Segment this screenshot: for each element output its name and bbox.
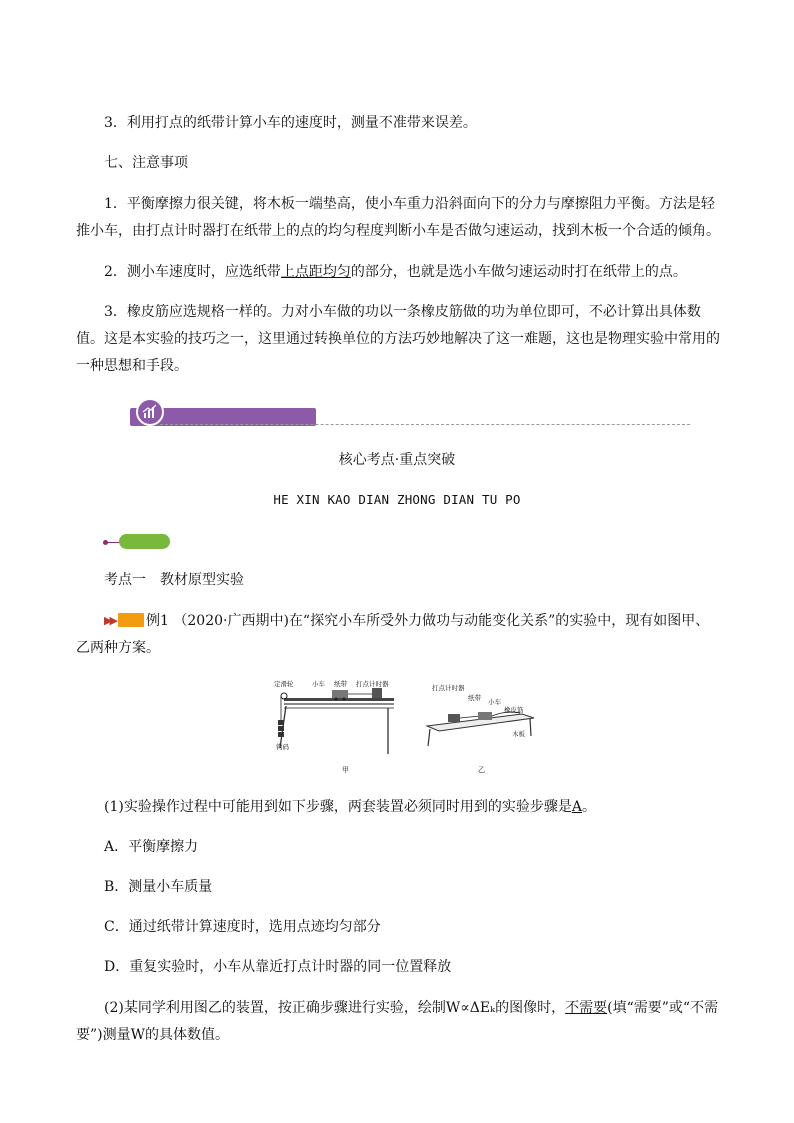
kaodian-heading: 考点一 教材原型实验: [104, 572, 244, 588]
notes-item-2-answer: 上点距均匀: [280, 264, 351, 280]
option-c: C．通过纸带计算速度时，选用点迹均匀部分: [104, 919, 381, 935]
yi-caption: 乙: [478, 766, 485, 774]
figure-jia: [274, 679, 394, 774]
question-2-end: (填“需要”或“不需要”)测量W的具体数值。: [76, 1000, 719, 1043]
question-1-text: (1)实验操作过程中可能用到如下步骤，两套装置必须同时用到的实验步骤是: [104, 799, 572, 815]
section-title: 核心考点·重点突破: [338, 452, 456, 468]
yi-label-band: 橡皮筋: [504, 706, 524, 714]
jia-label-weight: 钩码: [276, 743, 289, 751]
section-pinyin: HE XIN KAO DIAN ZHONG DIAN TU PO: [273, 492, 521, 507]
intro-item-3: 3．利用打点的纸带计算小车的速度时，测量不准带来误差。: [104, 115, 477, 131]
jia-track: [284, 698, 394, 701]
question-2: [76, 995, 720, 1049]
notes-item-2-pre: 2．测小车速度时，应选纸带: [104, 264, 281, 280]
example-label: 例1: [146, 613, 169, 629]
yi-label-car: 小车: [488, 698, 501, 706]
section-divider: [160, 424, 690, 425]
option-a: A．平衡摩擦力: [104, 839, 199, 855]
jia-car: [332, 690, 348, 698]
question-2-formula: W∝ΔEₖ: [445, 1000, 496, 1016]
notes-heading: 七、注意事项: [104, 155, 188, 171]
jia-label-timer: 打点计时器: [356, 680, 389, 688]
yi-car: [478, 712, 492, 720]
chart-icon: [136, 398, 164, 426]
jia-label-pulley: 定滑轮: [274, 680, 294, 688]
experiment-figure: [272, 676, 542, 776]
yi-label-tape: 纸带: [468, 694, 481, 702]
double-arrow-icon: ▶▶: [104, 614, 115, 627]
jia-timer: [372, 688, 382, 698]
question-1: [76, 794, 720, 821]
option-b: B．测量小车质量: [104, 879, 213, 895]
figure-yi: [427, 683, 534, 774]
jia-label-tape: 纸带: [334, 680, 347, 688]
question-2-answer: 不需要: [565, 1000, 608, 1016]
kaodian-marker: [119, 534, 170, 549]
jia-label-car: 小车: [312, 680, 325, 688]
question-1-answer: A: [571, 799, 582, 815]
question-2-text: (2)某同学利用图乙的装置，按正确步骤进行实验，绘制: [104, 1000, 446, 1016]
example-text: [76, 608, 720, 662]
yi-timer: [448, 714, 460, 722]
example-body: （2020·广西期中)在“探究小车所受外力做功与动能变化关系”的实验中，现有如图甲、乙两种方案。: [76, 613, 710, 656]
question-1-end: 。: [581, 799, 596, 815]
notes-item-2-post: 的部分，也就是选小车做匀速运动时打在纸带上的点。: [350, 264, 687, 280]
jia-caption: 甲: [342, 766, 349, 774]
yi-tape: [460, 716, 480, 718]
question-2-mid: 的图像时，: [495, 1000, 566, 1016]
jia-weight: [278, 720, 284, 725]
yi-label-timer: 打点计时器: [432, 684, 465, 692]
notes-item-3: 3．橡皮筋应选规格一样的。力对小车做的功以一条橡皮筋做的功为单位即可，不必计算出具体数值。这是本实验的技巧之一，这里通过转换单位的方法巧妙地解决了这一难题，这也是物理实验中常用的一种思想和手段。: [76, 304, 720, 374]
option-d: D．重复实验时，小车从靠近打点计时器的同一位置释放: [104, 959, 452, 975]
notes-item-1: 1．平衡摩擦力很关键，将木板一端垫高，使小车重力沿斜面向下的分力与摩擦阻力平衡。方法是轻推小车，由打点计时器打在纸带上的点的均匀程度判断小车是否做匀速运动，找到木板一个合适的倾角。: [76, 196, 720, 239]
notes-item-2: [76, 259, 720, 286]
yi-label-board: 木板: [512, 730, 525, 738]
